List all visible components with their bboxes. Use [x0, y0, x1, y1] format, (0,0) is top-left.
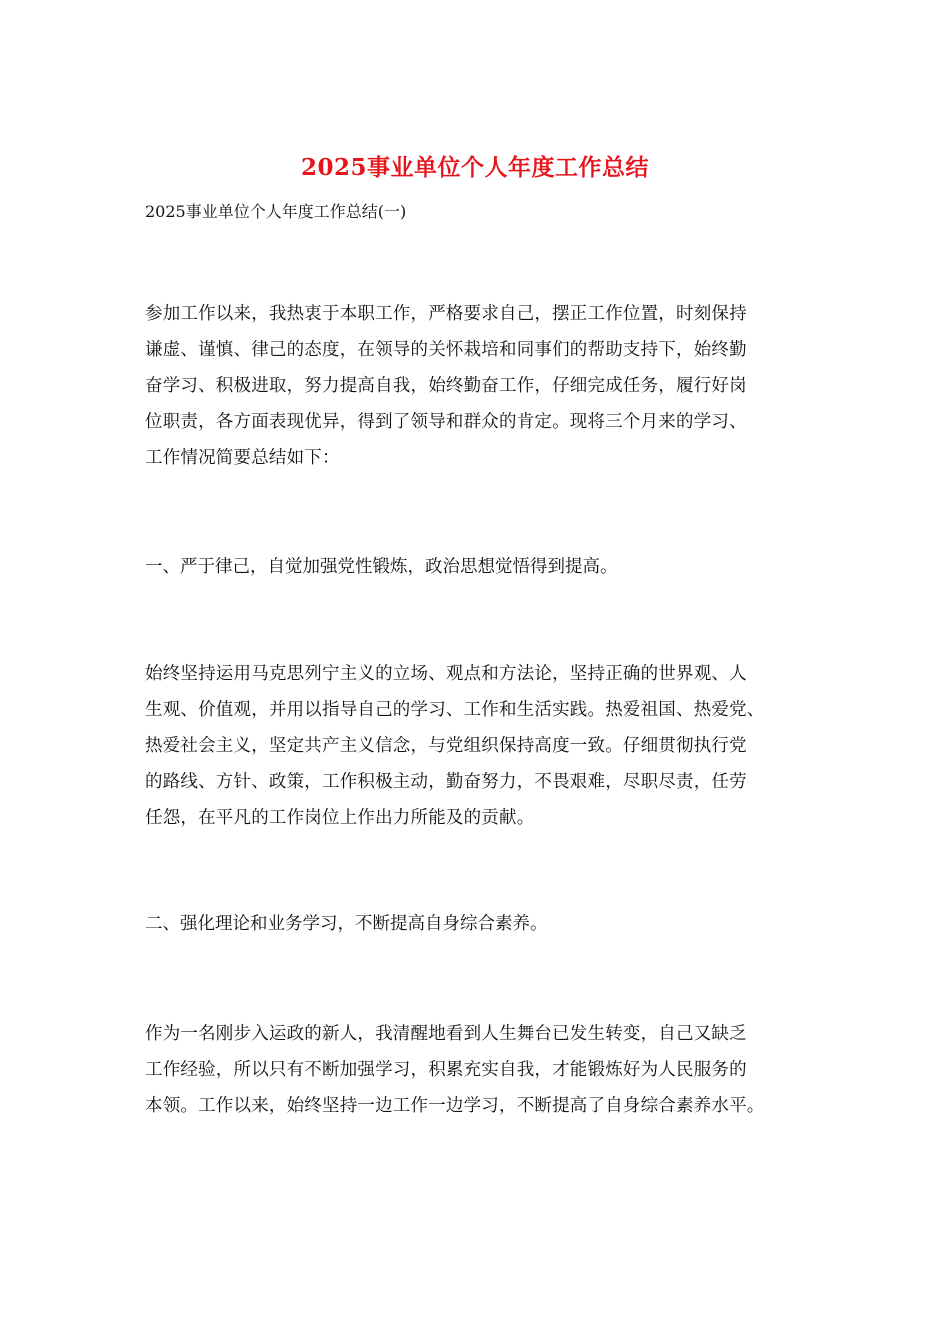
intro-paragraph	[145, 296, 813, 476]
paragraph-line: 位职责，各方面表现优异，得到了领导和群众的肯定。现将三个月来的学习、	[145, 412, 747, 432]
paragraph-line: 工作经验，所以只有不断加强学习，积累充实自我，才能锻炼好为人民服务的	[145, 1060, 747, 1080]
section1-paragraph	[145, 656, 813, 836]
section-heading-2: 二、强化理论和业务学习，不断提高自身综合素养。	[145, 914, 548, 934]
paragraph-line: 始终坚持运用马克思列宁主义的立场、观点和方法论，坚持正确的世界观、人	[145, 664, 747, 684]
paragraph-line: 任怨，在平凡的工作岗位上作出力所能及的贡献。	[145, 808, 535, 828]
document-title: 2025事业单位个人年度工作总结	[300, 154, 649, 181]
paragraph-line: 的路线、方针、政策，工作积极主动，勤奋努力，不畏艰难，尽职尽责，任劳	[145, 772, 747, 792]
paragraph-line: 热爱社会主义，坚定共产主义信念，与党组织保持高度一致。仔细贯彻执行党	[145, 736, 747, 756]
section2-paragraph	[145, 1016, 813, 1124]
paragraph-line: 作为一名刚步入运政的新人，我清醒地看到人生舞台已发生转变，自己又缺乏	[145, 1024, 747, 1044]
paragraph-line: 生观、价值观，并用以指导自己的学习、工作和生活实践。热爱祖国、热爱党、	[145, 700, 765, 720]
paragraph-line: 本领。工作以来，始终坚持一边工作一边学习，不断提高了自身综合素养水平。	[145, 1096, 765, 1116]
section-heading-1: 一、严于律己，自觉加强党性锻炼，政治思想觉悟得到提高。	[145, 557, 618, 577]
paragraph-line: 参加工作以来，我热衷于本职工作，严格要求自己，摆正工作位置，时刻保持	[145, 304, 747, 324]
paragraph-line: 工作情况简要总结如下：	[145, 448, 340, 468]
paragraph-line: 谦虚、谨慎、律己的态度，在领导的关怀栽培和同事们的帮助支持下，始终勤	[145, 340, 747, 360]
paragraph-line: 奋学习、积极进取，努力提高自我，始终勤奋工作，仔细完成任务，履行好岗	[145, 376, 747, 396]
document-subtitle: 2025事业单位个人年度工作总结(一)	[145, 202, 407, 221]
